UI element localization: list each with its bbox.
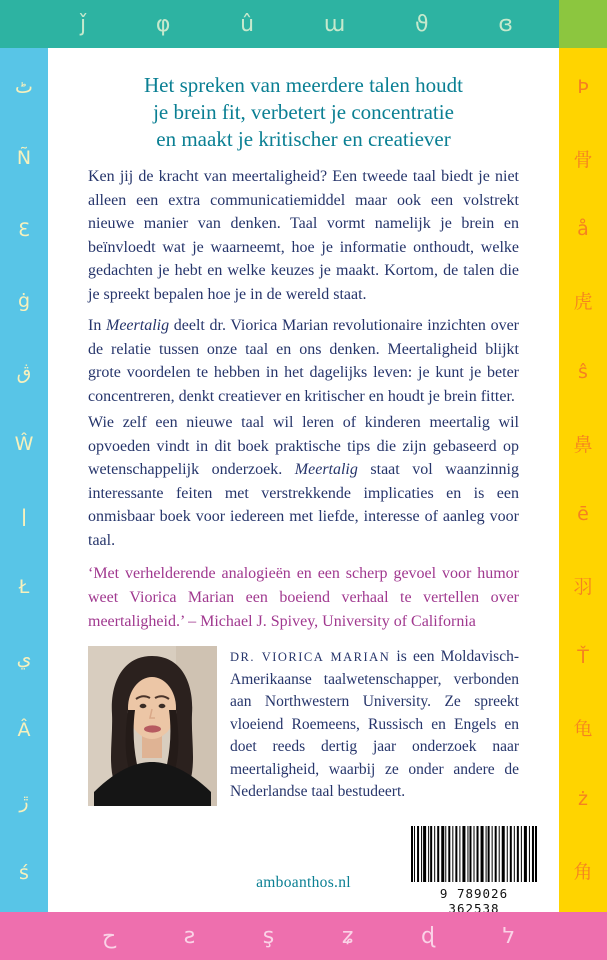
alphabet-glyph: Ñ bbox=[16, 147, 32, 170]
border-top bbox=[0, 0, 607, 48]
alphabet-glyph: ż bbox=[578, 788, 588, 811]
border-corner-top-right bbox=[559, 0, 607, 48]
alphabet-glyph: Ť bbox=[577, 645, 589, 668]
border-left bbox=[0, 48, 48, 912]
bottom-alphabet-row bbox=[0, 912, 607, 960]
alphabet-glyph: ɖ bbox=[420, 923, 435, 949]
alphabet-glyph: ڨ bbox=[16, 361, 32, 384]
text-run: Meertalig bbox=[106, 317, 170, 334]
author-name: DR. VIORICA MARIAN bbox=[230, 650, 391, 664]
alphabet-glyph: ڙ bbox=[19, 790, 29, 813]
alphabet-glyph: Ł bbox=[18, 576, 30, 599]
alphabet-glyph: ح bbox=[102, 923, 117, 949]
alphabet-glyph: ġ bbox=[17, 290, 31, 313]
alphabet-glyph: 角 bbox=[573, 860, 593, 883]
alphabet-glyph: 龟 bbox=[573, 718, 593, 741]
alphabet-glyph: ɞ bbox=[498, 11, 513, 37]
alphabet-glyph: ל bbox=[502, 923, 515, 949]
author-bio bbox=[230, 646, 519, 806]
text-run: In bbox=[88, 317, 106, 334]
headline bbox=[88, 72, 519, 153]
alphabet-glyph: 鼻 bbox=[573, 433, 593, 456]
alphabet-glyph: ƨ bbox=[183, 923, 196, 949]
alphabet-glyph: ٹ bbox=[15, 76, 33, 98]
review-quote: ‘Met verhelderende analogieën en een scherp gevoel voor humor weet Viorica Marian een boeiend verhaal te vertellen over meertaligheid.’ – Michael J. Spivey, University of California bbox=[88, 565, 519, 630]
alphabet-glyph: ʑ bbox=[341, 923, 354, 949]
barcode-bars bbox=[411, 826, 537, 882]
paragraph-book bbox=[88, 314, 519, 408]
alphabet-glyph: Â bbox=[17, 719, 31, 742]
alphabet-glyph: ɯ bbox=[323, 11, 346, 37]
headline-line: en maakt je kritischer en creatiever bbox=[156, 127, 451, 151]
alphabet-glyph: ş bbox=[262, 923, 275, 949]
barcode bbox=[402, 818, 546, 912]
alphabet-glyph: ǰ bbox=[80, 11, 87, 37]
alphabet-glyph: 虎 bbox=[573, 291, 593, 314]
border-bottom bbox=[0, 912, 607, 960]
paragraph-tips bbox=[88, 411, 519, 552]
alphabet-glyph: Þ bbox=[577, 76, 589, 98]
headline-line: Het spreken van meerdere talen houdt bbox=[144, 73, 463, 97]
border-right bbox=[559, 48, 607, 912]
alphabet-glyph: ś bbox=[19, 861, 29, 884]
isbn-number: 9 789026 362538 bbox=[439, 886, 509, 912]
alphabet-glyph: ē bbox=[577, 503, 589, 526]
alphabet-glyph: ǀ bbox=[21, 504, 27, 527]
alphabet-glyph: φ bbox=[155, 11, 171, 37]
alphabet-glyph: 羽 bbox=[573, 576, 593, 599]
alphabet-glyph: ϑ bbox=[414, 11, 429, 37]
alphabet-glyph: û bbox=[240, 11, 255, 37]
alphabet-glyph: Ɛ bbox=[18, 218, 30, 241]
alphabet-glyph: å bbox=[577, 218, 589, 241]
text-run: deelt dr. Viorica Marian revolutionaire inzichten over de relatie tussen onze taal en ons denken. Meertaligheid blijkt grote voordelen te hebben in het dagelijks leven: je kunt je beter concentreren, denkt creatiever en kritischer en houdt je brein fitter. bbox=[88, 317, 520, 405]
alphabet-glyph: Ŵ bbox=[14, 433, 34, 456]
paragraph-intro bbox=[88, 165, 519, 306]
headline-line: je brein fit, verbetert je concentratie bbox=[153, 100, 454, 124]
text-run: Meertalig bbox=[294, 461, 358, 478]
author-section bbox=[88, 646, 519, 806]
text-run: Wie zelf een nieuwe taal wil leren of kinderen meertalig wil opvoeden vindt in dit boek praktische tips die zijn gebaseerd op wetenschappelijk onderzoek. bbox=[88, 414, 519, 478]
alphabet-glyph: ي bbox=[16, 647, 32, 670]
alphabet-glyph: 骨 bbox=[573, 148, 593, 171]
cover-content bbox=[48, 48, 559, 912]
text-run: is een Moldavisch-Amerikaanse taalwetenschapper, verbonden aan Northwestern University. Ze spreekt vloeiend Roemeens, Russisch en Engels en doet reeds dertig jaar onderzoek naar meertaligheid, waarbij ze onder andere de Nederlandse taal bestudeert. bbox=[230, 648, 519, 800]
author-photo bbox=[88, 646, 217, 806]
text-run: Ken jij de kracht van meertaligheid? Een tweede taal biedt je niet alleen een extra communicatiemiddel maar ook een volstrekt nieuwe manier van denken. Taal vormt namelijk je brein en beïnvloedt wat je waarneemt, hoe je informatie onthoudt, welke gedachten je hebt en welke keuzes je maakt. Kortom, de talen die je spreekt bepalen hoe je in de wereld staat. bbox=[88, 168, 519, 303]
publisher-website: amboanthos.nl bbox=[256, 874, 351, 891]
alphabet-glyph: ŝ bbox=[578, 360, 588, 383]
text-run: staat vol waanzinnig interessante feiten met verstrekkende implicaties en is een onmisbaar boek voor iedereen met liefde, interesse of aanleg voor taal. bbox=[88, 461, 520, 549]
top-alphabet-row bbox=[0, 0, 607, 48]
